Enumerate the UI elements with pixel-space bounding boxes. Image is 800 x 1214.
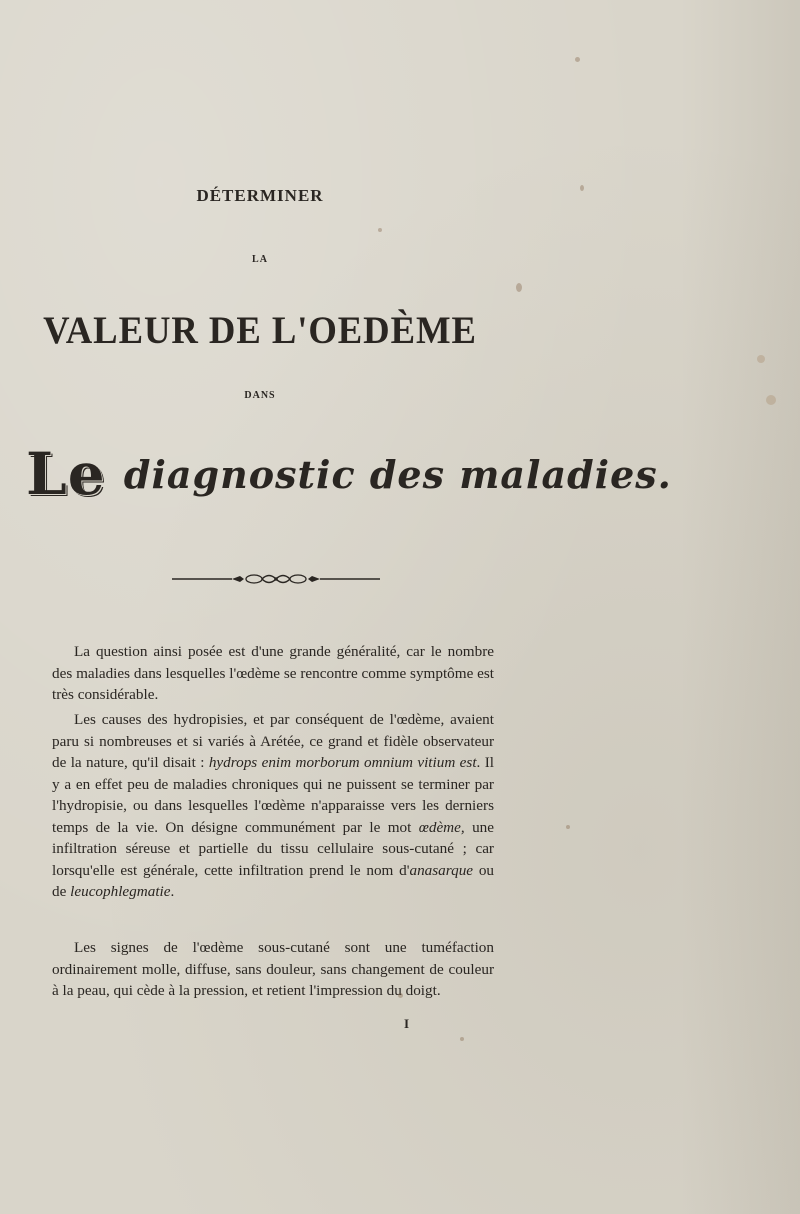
paper-stain xyxy=(757,355,765,363)
heading-dans: DANS xyxy=(244,390,276,401)
heading-la: LA xyxy=(252,254,268,265)
term-leucophlegmatie: leucophlegmatie xyxy=(70,883,171,901)
paragraph-3: Les signes de l'œdème sous-cutané sont une tuméfaction ordinairement molle, diffuse, sans douleur, sans changement de couleur à la peau, qui cède à la pression, et retient l'impression du doigt. xyxy=(52,939,494,1000)
paragraph-2-text-a: Les causes des hydropisies, et par conséquent de l'œdème, avaient paru si nombreuses et si variés à Arétée, ce grand et fidèle observateur de la nature, qu'il disait : xyxy=(52,711,494,772)
heading-diagnostic xyxy=(26,440,672,508)
paper-stain xyxy=(580,185,584,191)
heading-valeur: VALEUR DE L'OEDÈME xyxy=(43,309,477,352)
paper-stain xyxy=(766,395,776,405)
paper-stain xyxy=(575,57,580,62)
latin-quote: hydrops enim morborum omnium vitium est xyxy=(208,754,477,772)
ornament-divider xyxy=(172,571,380,587)
heading-diagnostic-text: diagnostic des maladies. xyxy=(109,452,672,497)
paper-stain xyxy=(398,993,403,998)
paper-stain xyxy=(460,1037,464,1041)
paragraph-1: La question ainsi posée est d'une grande généralité, car le nombre des maladies dans lesquelles l'œdème se rencontre comme symptôme est très considérable. xyxy=(52,643,494,704)
paragraph-2-text-c: une infiltration séreuse et partielle du tissu cellulaire sous-cutané ; car lorsqu'elle est générale, cette infiltration prend le nom d' xyxy=(52,818,494,879)
page-number: I xyxy=(404,1016,410,1031)
heading-determiner: DÉTERMINER xyxy=(196,186,324,205)
paragraph-2 xyxy=(52,709,494,903)
paper-stain xyxy=(566,825,570,829)
term-anasarque: anasarque xyxy=(409,861,474,879)
paragraph-2-text-d: ou de xyxy=(52,861,494,901)
term-oedeme: œdème, xyxy=(418,818,465,836)
paragraph-2-text-b: . Il y a en effet peu de maladies chroniques qui ne puissent se terminer par l'hydropisie, ou dans lesquelles l'œdème n'apparaisse vers les derniers temps de la vie. On désigne communément par le mot xyxy=(52,754,495,836)
paper-stain xyxy=(516,283,522,292)
paragraph-2-text-e: . xyxy=(170,883,175,901)
decorated-initial: Le xyxy=(26,440,106,508)
paper-stain xyxy=(378,228,382,232)
